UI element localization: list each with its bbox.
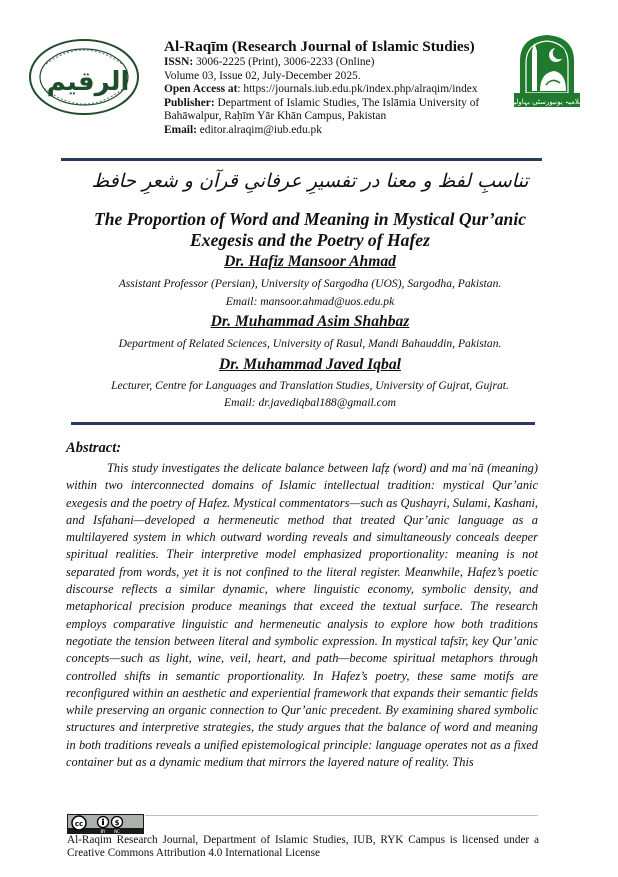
author-email-1[interactable]: Email: mansoor.ahmad@uos.edu.pk — [225, 295, 395, 308]
author-affiliation-2: Department of Related Sciences, University of Rasul, Mandi Bahauddin, Pakistan. — [118, 337, 502, 350]
university-crest-icon — [507, 33, 587, 113]
footer-divider — [145, 815, 538, 816]
volume-line: Volume 03, Issue 02, July-December 2025. — [164, 69, 361, 82]
header-divider — [61, 158, 542, 161]
al-raqim-journal-logo — [28, 38, 140, 116]
svg-text:NC: NC — [114, 829, 120, 834]
open-access-label: Open Access at — [164, 83, 238, 96]
author-affiliation-1: Assistant Professor (Persian), University of Sargodha (UOS), Sargodha, Pakistan. — [118, 277, 502, 290]
svg-text:BY: BY — [100, 829, 106, 834]
abstract-heading: Abstract: — [66, 440, 122, 456]
author-name-2: Dr. Muhammad Asim Shahbaz — [210, 313, 410, 330]
publisher-value: Department of Islamic Studies, The Islāmia University of Bahāwalpur, Raḥīm Yār Khān Campus, Pakistan — [164, 96, 480, 123]
article-title-line-1: The Proportion of Word and Meaning in Mystical Qur’anic — [93, 209, 527, 229]
author-name-1: Dr. Hafiz Mansoor Ahmad — [224, 253, 396, 270]
email-link[interactable]: editor.alraqim@iub.edu.pk — [196, 123, 322, 136]
cc-by-nc-license-badge[interactable] — [67, 814, 144, 834]
article-title — [40, 209, 580, 251]
publisher-label: Publisher: — [164, 96, 215, 109]
journal-title: Al-Raqīm (Research Journal of Islamic Studies) — [164, 38, 475, 55]
email-label: Email: — [164, 123, 197, 136]
journal-header — [164, 38, 524, 138]
email-line — [164, 124, 524, 138]
authors-divider — [71, 422, 535, 425]
article-title-line-2: Exegesis and the Poetry of Hafez — [190, 230, 430, 250]
issn-value: 3006-2225 (Print), 3006-2233 (Online) — [193, 56, 375, 68]
al-raqim-logo-icon — [28, 38, 140, 116]
license-notice: Al-Raqim Research Journal, Department of Islamic Studies, IUB, RYK Campus is licensed under a Creative Commons Attribution 4.0 International License — [67, 834, 539, 860]
publisher-line — [164, 97, 524, 124]
issn-line — [164, 56, 524, 70]
issn-label: ISSN: — [164, 56, 194, 68]
open-access-line — [164, 83, 524, 97]
urdu-title: تناسبِ لفظ و معنا در تفسیرِ عرفانیِ قرآن و شعرِ حافظ — [91, 170, 529, 192]
creative-commons-icon — [67, 814, 144, 834]
svg-text:اسلامیہ یونیورسٹی بہاولپور: اسلامیہ یونیورسٹی بہاولپور — [507, 98, 587, 106]
abstract-text: This study investigates the delicate balance between lafẓ (word) and maʿnā (meaning) within two interconnected domains of Islamic intellectual tradition: mystical Qur’anic exegesis and the poetry of Hafez. Mystical commentators—such as Qushayri, Sulami, Kashani, and Isfahani—developed a hermeneutic method that treated Qur’anic language as a multilayered system in which outward wording reveals and simultaneously conceals deeper spiritual realities. Their interpretive model emphasized proportionality: meaning is not separated from words, yet it is not confined to the literal register. Meanwhile, Hafez’s poetic discourse reflects a similar dynamic, where linguistic economy, symbolic density, and metaphorical precision produce meanings that exceed the textual surface. The research employs comparative linguistic and hermeneutic analysis to explore how both traditions negotiate the tension between literal and symbolic expression. In mystical tafsīr, key Qur’anic concepts—such as light, wine, veil, heart, and path—become spiritual metaphors through controlled shifts in semantic proportionality. In Hafez’s poetry, these same motifs are reconfigured within an aesthetic and experiential framework that expands their semantic fields while preserving an organic connection to Qur’anic precedent. By examining shared symbolic structures and interpretive strategies, the study argues that the balance of word and meaning in both traditions reveals a unified epistemological principle: language operates not as a fixed container but as a dynamic medium that mirrors the layered nature of reality. This — [66, 461, 538, 770]
svg-text:$: $ — [114, 819, 120, 827]
author-email-3[interactable]: Email: dr.javediqbal188@gmail.com — [224, 396, 396, 409]
open-access-link[interactable]: : https://journals.iub.edu.pk/index.php/alraqim/index — [237, 83, 478, 96]
author-name-3: Dr. Muhammad Javed Iqbal — [219, 356, 401, 373]
svg-text:الرقیم: الرقیم — [46, 67, 130, 97]
islamia-university-logo — [507, 33, 587, 113]
svg-text:cc: cc — [74, 820, 84, 828]
author-affiliation-3: Lecturer, Centre for Languages and Translation Studies, University of Gujrat, Gujrat. — [111, 379, 509, 392]
